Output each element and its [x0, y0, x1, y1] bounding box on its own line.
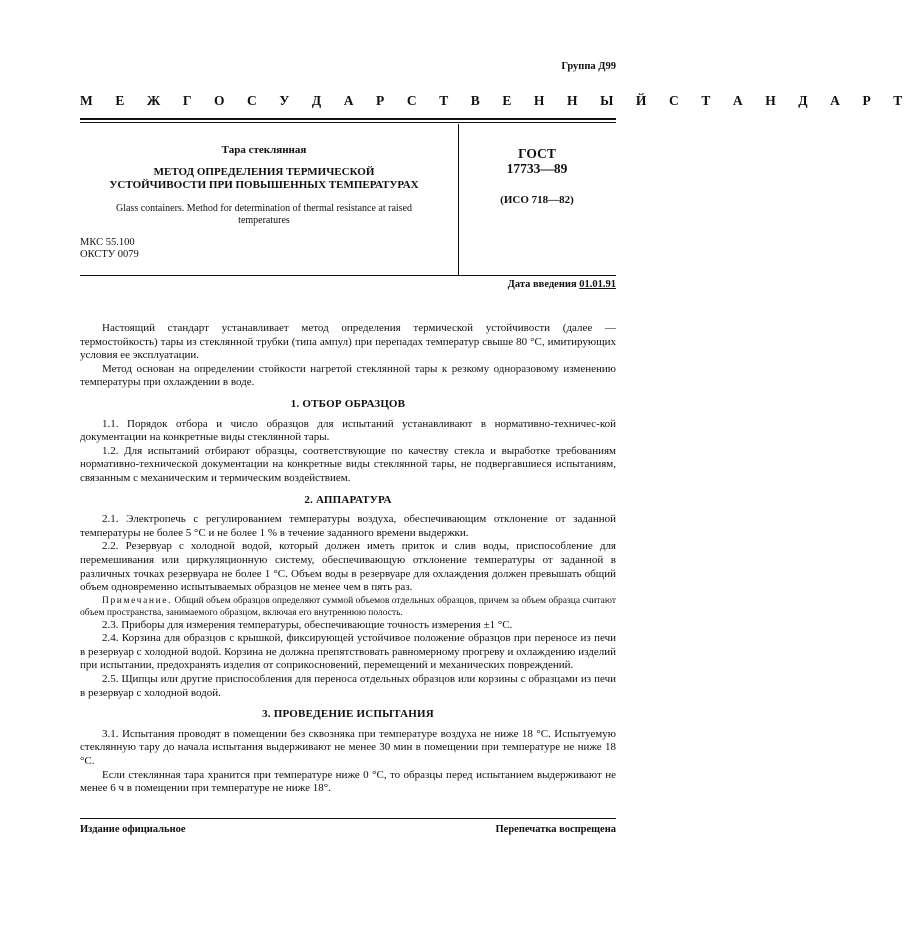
- gost-number: 17733—89: [506, 161, 568, 176]
- clause-1-1: 1.1. Порядок отбора и число образцов для испытаний устанавливают в нормативно-техничес-кой документации на конкретные виды стеклянной тары.: [80, 417, 616, 444]
- iso-reference: (ИСО 718—82): [500, 194, 574, 206]
- clause-2-2: 2.2. Резервуар с холодной водой, который должен иметь приток и слив воды, приспособление для перемешивания или циркуляционную систему, обеспечивающую отклонение температуры от заданной в различных точках резервуара не более 1 °С. Объем воды в резервуаре для охлаждения должен превышать общий объем одновременно испытываемых образцов не менее чем в пять раз.: [80, 540, 616, 594]
- introduction-date-label: Дата введения: [507, 279, 577, 290]
- document-title-line2: УСТОЙЧИВОСТИ ПРИ ПОВЫШЕННЫХ ТЕМПЕРАТУРАХ: [109, 178, 419, 191]
- clause-3-1: 3.1. Испытания проводят в помещении без сквозняка при температуре воздуха не ниже 18 °С. Испытуемую стеклянную тару до начала испытания выдерживают не менее 30 мин в помещении при температуре не ниже 18 °С.: [80, 727, 616, 768]
- interstate-standard-heading: М Е Ж Г О С У Д А Р С Т В Е Н Н Ы Й С Т А Н Д А Р Т: [80, 93, 912, 108]
- header-rule-thin: [80, 122, 616, 123]
- english-title: Glass containers. Method for determination of thermal resistance at raised temperatures: [115, 203, 412, 226]
- official-edition-label: Издание официальное: [80, 824, 186, 835]
- document-title-line1: МЕТОД ОПРЕДЕЛЕНИЯ ТЕРМИЧЕСКОЙ: [153, 166, 375, 178]
- clause-2-3: 2.3. Приборы для измерения температуры, обеспечивающие точность измерения ±1 °С.: [102, 618, 513, 631]
- note-text: Общий объем образцов определяют суммой объемов отдельных образцов, причем за объем образца считают объем пространства, занимаемого образцом, включая его внутреннюю полость.: [80, 595, 616, 618]
- clause-2-4: 2.4. Корзина для образцов с крышкой, фиксирующей устойчивое положение образцов при переносе из печи в резервуар с холодной водой. Корзина не должна препятствовать равномерному прогреву и охлаждению изделий при испытании, предохранять изделия от соприкосновений, перемещений и механических повреждений.: [80, 632, 616, 672]
- gost-label: ГОСТ: [518, 146, 556, 161]
- clause-1-2: 1.2. Для испытаний отбирают образцы, соответствующие по качеству стекла и выработке требованиям нормативно-технической документации на конкретные виды стеклянной тары, не подвергавшиеся испытаниям, связанным с механическим и термическим воздействием.: [80, 444, 616, 484]
- clause-2-1: 2.1. Электропечь с регулированием температуры воздуха, обеспечивающим отклонение от заданной температуры не более 5 °С и не более 1 % в течение заданного времени выдержки.: [80, 513, 616, 539]
- note-label: Примечание.: [102, 595, 173, 606]
- gost-designation: [463, 146, 611, 206]
- classification-codes: [80, 237, 139, 260]
- clause-2-2-note: [80, 595, 616, 619]
- header-rule-thick: [80, 118, 616, 120]
- footer-rule: [80, 818, 616, 819]
- group-code: Группа Д99: [561, 61, 616, 72]
- clause-2-5: 2.5. Щипцы или другие приспособления для переноса отдельных образцов или корзины с образцами из печи в резервуар с холодной водой.: [80, 673, 616, 699]
- intro-paragraph-2: Метод основан на определении стойкости нагретой стеклянной тары к резкому одноразовому изменению температуры при охлаждении в воде.: [80, 362, 616, 389]
- mks-code: МКС 55.100: [80, 237, 135, 248]
- title-divider: [458, 124, 459, 275]
- intro-paragraph-1: Настоящий стандарт устанавливает метод определения термической устойчивости (далее — термостойкость) тары из стеклянной трубки (типа ампул) при перепадах температур свыше 80 °С, имитирующих условия ее эксплуатации.: [80, 322, 616, 362]
- section-2-heading: 2. АППАРАТУРА: [304, 493, 392, 506]
- okstu-code: ОКСТУ 0079: [80, 248, 139, 260]
- document-title: [80, 166, 448, 191]
- section-1-heading: 1. ОТБОР ОБРАЗЦОВ: [290, 397, 406, 410]
- reprint-prohibited-label: Перепечатка воспрещена: [495, 824, 616, 835]
- title-bottom-rule: [80, 275, 616, 276]
- clause-3-1-continued: Если стеклянная тара хранится при температуре ниже 0 °С, то образцы перед испытанием выдерживают не менее 6 ч в помещении при температуре не ниже 18°.: [80, 768, 616, 795]
- introduction-date: [508, 279, 616, 290]
- section-3-heading: 3. ПРОВЕДЕНИЕ ИСПЫТАНИЯ: [262, 708, 434, 721]
- document-body: [80, 322, 616, 796]
- introduction-date-value: 01.01.91: [579, 279, 616, 290]
- product-name: Тара стеклянная: [221, 144, 307, 156]
- title-block: [80, 124, 448, 227]
